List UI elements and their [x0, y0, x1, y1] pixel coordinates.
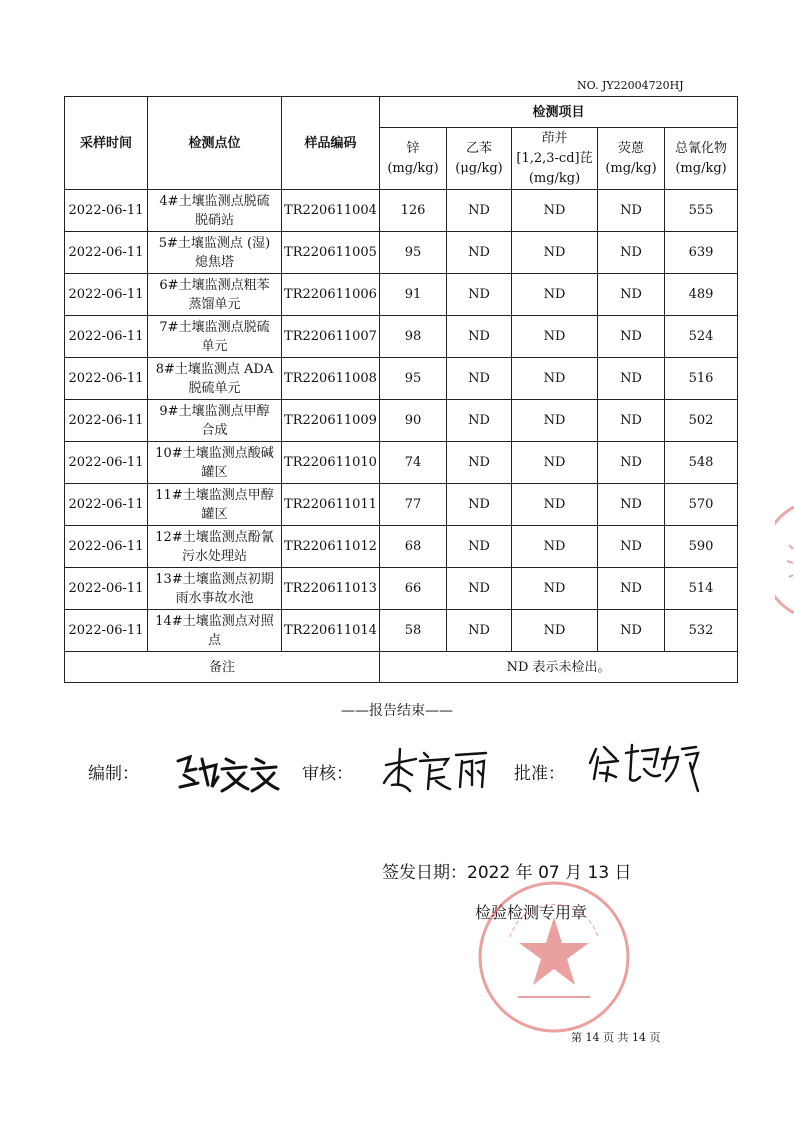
header-sample-id: 样品编码 [282, 97, 380, 190]
compiled-signature [172, 747, 282, 797]
compiled-label: 编制： [88, 764, 139, 784]
approved-signature [586, 739, 706, 799]
table-row: 2022-06-11 13#土壤监测点初期 雨水事故水池 TR220611013 66 ND ND ND 514 [65, 568, 738, 610]
table-row: 2022-06-11 9#土壤监测点甲醇 合成 TR220611009 90 ND ND ND 502 [65, 400, 738, 442]
reviewed-signature [382, 745, 492, 795]
header-location: 检测点位 [148, 97, 282, 190]
report-number: NO. JY22004720HJ [577, 79, 684, 92]
header-indeno: 茚并 [1,2,3-cd]芘 (mg/kg) [512, 128, 598, 190]
header-anthracene: 荧蒽 (mg/kg) [598, 128, 665, 190]
table-row: 2022-06-11 14#土壤监测点对照 点 TR220611014 58 ND ND ND 532 [65, 610, 738, 652]
table-row: 2022-06-11 6#土壤监测点粗苯 蒸馏单元 TR220611006 91 ND ND ND 489 [65, 274, 738, 316]
official-seal-icon [474, 877, 634, 1037]
note-label: 备注 [65, 652, 380, 683]
issue-date: 签发日期：2022 年 07 月 13 日 [382, 863, 632, 883]
table-row: 2022-06-11 12#土壤监测点酚氰 污水处理站 TR220611012 68 ND ND ND 590 [65, 526, 738, 568]
report-end-marker: ——报告结束—— [341, 703, 453, 719]
page-number: 第 14 页 共 14 页 [571, 1031, 661, 1044]
header-ethylbenzene: 乙苯 (μg/kg) [447, 128, 512, 190]
table-row: 2022-06-11 7#土壤监测点脱硫 单元 TR220611007 98 ND ND ND 524 [65, 316, 738, 358]
header-sampling-time: 采样时间 [65, 97, 148, 190]
header-zinc: 锌 (mg/kg) [380, 128, 447, 190]
results-table [64, 96, 738, 683]
note-row [65, 652, 738, 683]
table-row: 2022-06-11 10#土壤监测点酸碱 罐区 TR220611010 74 ND ND ND 548 [65, 442, 738, 484]
stamp-caption: 检验检测专用章 [475, 903, 588, 922]
signature-row [0, 745, 794, 815]
approved-label: 批准： [514, 764, 565, 784]
table-row: 2022-06-11 8#土壤监测点 ADA 脱硫单元 TR220611008 95 ND ND ND 516 [65, 358, 738, 400]
table-row: 2022-06-11 4#土壤监测点脱硫 脱硝站 TR220611004 126 ND ND ND 555 [65, 190, 738, 232]
reviewed-label: 审核： [302, 764, 353, 784]
header-test-items: 检测项目 [380, 97, 738, 128]
header-cyanide: 总氰化物 (mg/kg) [665, 128, 738, 190]
table-row: 2022-06-11 5#土壤监测点 (湿) 熄焦塔 TR220611005 95 ND ND ND 639 [65, 232, 738, 274]
partial-seal-icon [775, 505, 794, 615]
note-text: ND 表示未检出。 [380, 652, 738, 683]
table-row: 2022-06-11 11#土壤监测点甲醇 罐区 TR220611011 77 ND ND ND 570 [65, 484, 738, 526]
